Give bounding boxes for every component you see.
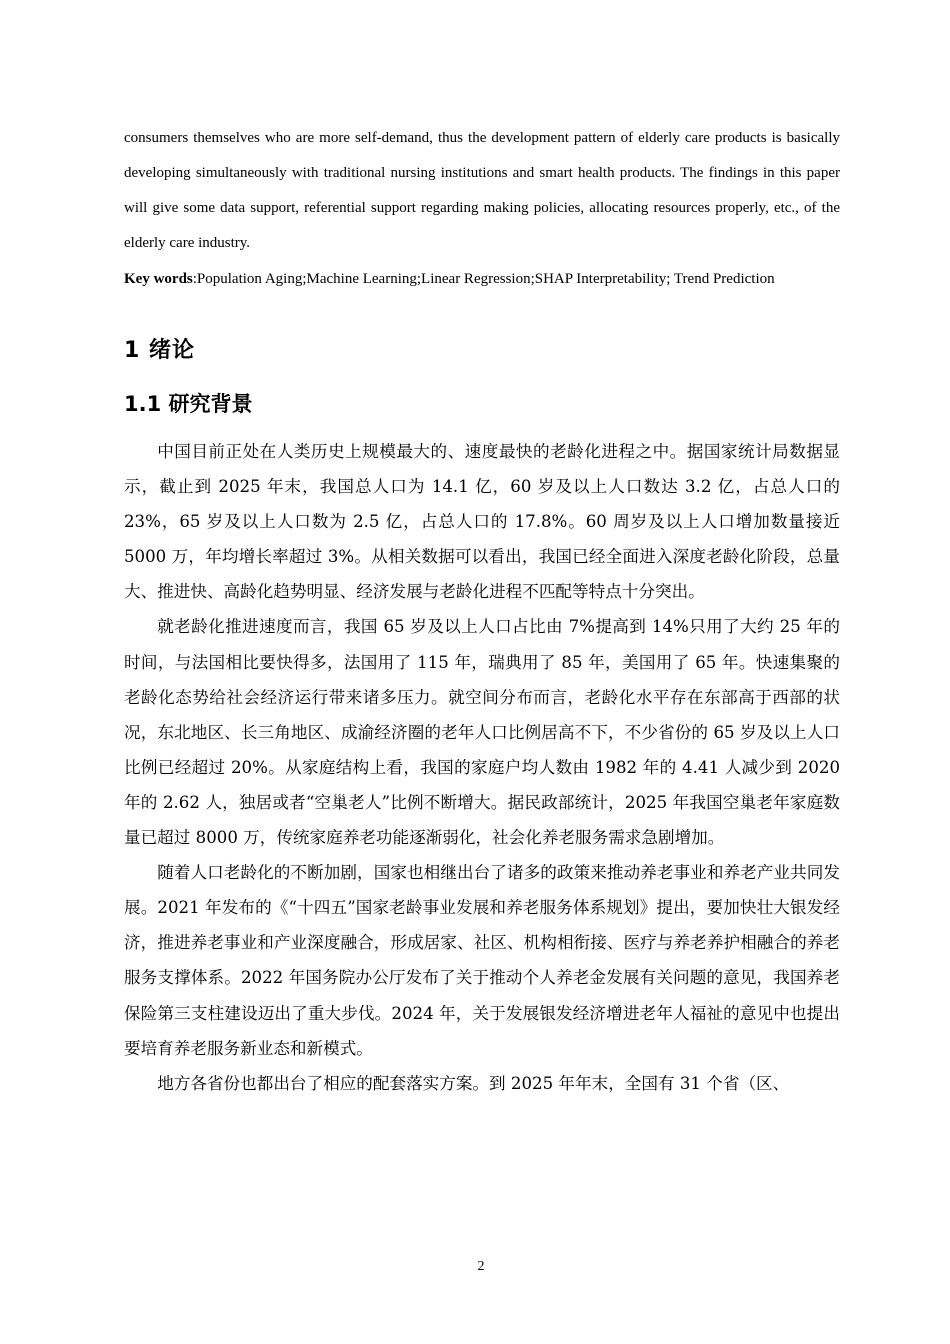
body-paragraph: 就老龄化推进速度而言，我国 65 岁及以上人口占比由 7%提高到 14%只用了大约 25 年的时间，与法国相比要快得多，法国用了 115 年，瑞典用了 85 年，美国用了 65 年。快速集聚的老龄化态势给社会经济运行带来诸多压力。就空间分布而言，老龄化水平存在东部高于西部的状况，东北地区、长三角地区、成渝经济圈的老年人口比例居高不下，不少省份的 65 岁及以上人口比例已经超过 20%。从家庭结构上看，我国的家庭户均人数由 1982 年的 4.41 人减少到 2020 年的 2.62 人，独居或者“空巢老人”比例不断增大。据民政部统计，2025 年我国空巢老年家庭数量已超过 8000 万，传统家庭养老功能逐渐弱化，社会化养老服务需求急剧增加。 — [124, 617, 840, 848]
section-body — [124, 434, 840, 1101]
section-heading-1-1: 1.1 研究背景 — [124, 392, 253, 416]
section-heading-1: 1 绪论 — [124, 338, 195, 363]
page-number: 2 — [477, 1259, 485, 1274]
body-paragraph: 地方各省份也都出台了相应的配套落实方案。到 2025 年年末，全国有 31 个省（区、 — [157, 1073, 790, 1093]
body-paragraph: 随着人口老龄化的不断加剧，国家也相继出台了诸多的政策来推动养老事业和养老产业共同发展。2021 年发布的《“十四五”国家老龄事业发展和养老服务体系规划》提出，要加快壮大银发经济，推进养老事业和产业深度融合，形成居家、社区、机构相衔接、医疗与养老养护相融合的养老服务支撑体系。2022 年国务院办公厅发布了关于推动个人养老金发展有关问题的意见，我国养老保险第三支柱建设迈出了重大步伐。2024 年，关于发展银发经济增进老年人福祉的意见中也提出要培育养老服务新业态和新模式。 — [124, 863, 840, 1058]
body-paragraph: 中国目前正处在人类历史上规模最大的、速度最快的老龄化进程之中。据国家统计局数据显示，截止到 2025 年末，我国总人口为 14.1 亿，60 岁及以上人口数达 3.2 亿，占总人口的 23%，65 岁及以上人口数为 2.5 亿，占总人口的 17.8%。60 周岁及以上人口增加数量接近 5000 万，年均增长率超过 3%。从相关数据可以看出，我国已经全面进入深度老龄化阶段，总量大、推进快、高龄化趋势明显、经济发展与老龄化进程不匹配等特点十分突出。 — [124, 442, 840, 602]
english-abstract-text: consumers themselves who are more self-demand, thus the development pattern of elderly care products is basically developing simultaneously with traditional nursing institutions and smart health products. The findings in this paper will give some data support, referential support regarding making policies, allocating resources properly, etc., of the elderly care industry. — [124, 130, 840, 251]
keywords-line — [124, 262, 840, 297]
keywords-text: :Population Aging;Machine Learning;Linear Regression;SHAP Interpretability; Trend Prediction — [192, 271, 775, 287]
keywords-label: Key words — [124, 271, 193, 287]
